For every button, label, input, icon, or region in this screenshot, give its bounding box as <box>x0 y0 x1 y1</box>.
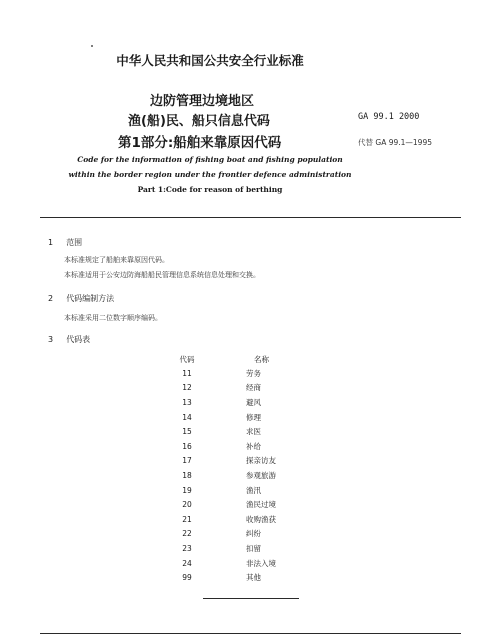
section-number: 1 <box>48 238 54 247</box>
name-cell: 求医 <box>246 427 261 437</box>
code-cell: 13 <box>182 397 192 407</box>
table-row <box>150 366 310 381</box>
name-cell: 扣留 <box>246 543 261 553</box>
table-row <box>150 483 310 498</box>
code-cell: 21 <box>182 514 192 524</box>
name-cell: 渔汛 <box>246 485 261 495</box>
table-row <box>150 468 310 483</box>
code-table <box>150 352 310 585</box>
code-cell: 12 <box>182 383 192 393</box>
name-cell: 劳务 <box>246 368 261 378</box>
title-line-3: 第1部分:船舶来靠原因代码 <box>118 135 282 151</box>
code-cell: 20 <box>182 500 192 510</box>
code-cell: 11 <box>182 368 192 378</box>
standard-number: GA 99.1 2000 <box>358 112 420 122</box>
table-row <box>150 541 310 556</box>
section-number: 2 <box>48 294 54 303</box>
table-row <box>150 424 310 439</box>
section-title: 代码编制方法 <box>66 294 115 303</box>
table-row <box>150 512 310 527</box>
name-cell: 非法入境 <box>246 558 276 568</box>
code-cell: 22 <box>182 529 192 539</box>
section-title: 代码表 <box>66 335 91 344</box>
name-cell: 纠纷 <box>246 529 261 539</box>
section-1-heading <box>48 237 82 248</box>
section-2-heading <box>48 293 114 304</box>
name-cell: 补给 <box>246 441 261 451</box>
code-cell: 23 <box>182 543 192 553</box>
table-row <box>150 527 310 542</box>
section-1-paragraph-2: 本标准适用于公安边防海船船民管理信息系统信息处理和交换。 <box>64 271 260 279</box>
code-cell: 15 <box>182 427 192 437</box>
name-cell: 经商 <box>246 383 261 393</box>
name-cell: 参观旅游 <box>246 470 276 480</box>
code-cell: 18 <box>182 470 192 480</box>
title-line-2: 渔(船)民、船只信息代码 <box>128 114 270 129</box>
name-cell: 避风 <box>246 397 261 407</box>
code-cell: 14 <box>182 412 192 422</box>
code-column-header: 代码 <box>179 354 195 364</box>
name-cell: 渔民过境 <box>246 500 276 510</box>
header-rule <box>40 217 461 218</box>
code-cell: 24 <box>182 558 192 568</box>
table-row <box>150 454 310 469</box>
name-cell: 探亲访友 <box>246 456 276 466</box>
footer-rule <box>40 633 461 634</box>
section-number: 3 <box>48 335 54 344</box>
name-column-header: 名称 <box>254 354 269 364</box>
section-3-heading <box>48 334 90 345</box>
table-row <box>150 570 310 585</box>
title-line-1: 边防管理边境地区 <box>150 94 255 109</box>
table-row <box>150 497 310 512</box>
english-title-line-2: within the border region under the frontier defence administration <box>68 170 352 179</box>
code-cell: 99 <box>182 573 192 583</box>
code-table-header-row <box>150 352 310 366</box>
table-row <box>150 556 310 571</box>
table-row <box>150 439 310 454</box>
replaces-standard: 代替 GA 99.1—1995 <box>358 138 432 147</box>
code-cell: 19 <box>182 485 192 495</box>
table-row <box>150 381 310 396</box>
english-title-line-1: Code for the information of fishing boat and fishing population <box>77 155 343 164</box>
name-cell: 收购渔获 <box>246 514 276 524</box>
section-title: 范围 <box>66 238 83 247</box>
table-end-rule <box>203 598 299 599</box>
name-cell: 修理 <box>246 412 261 422</box>
english-title-line-3: Part 1:Code for reason of berthing <box>137 185 283 194</box>
industry-standard-heading: 中华人民共和国公共安全行业标准 <box>116 53 304 68</box>
section-2-paragraph-1: 本标准采用二位数字顺序编码。 <box>64 314 162 322</box>
code-cell: 16 <box>182 441 192 451</box>
code-cell: 17 <box>182 456 192 466</box>
table-row <box>150 395 310 410</box>
table-row <box>150 410 310 425</box>
section-1-paragraph-1: 本标准规定了船舶来靠原因代码。 <box>64 256 169 264</box>
name-cell: 其他 <box>246 573 261 583</box>
scan-speck <box>91 45 93 47</box>
